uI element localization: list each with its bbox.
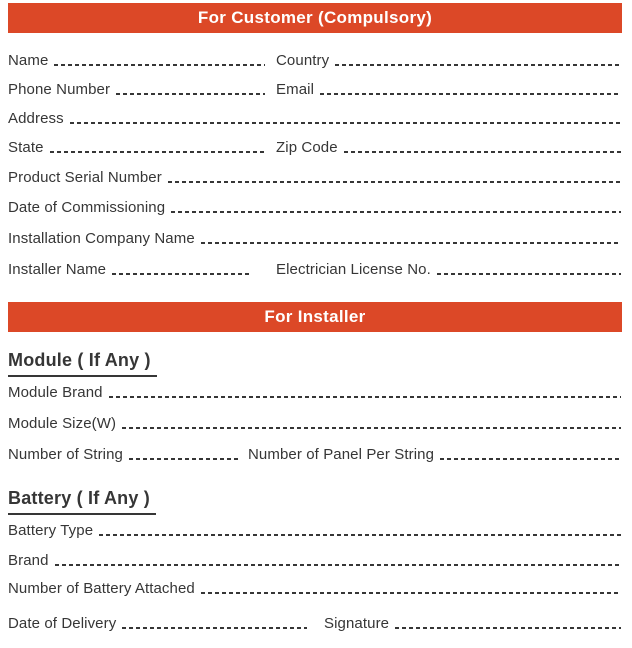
number-of-string-fill-line bbox=[129, 458, 239, 460]
customer-section-header bbox=[8, 3, 622, 33]
module-size-fill-line bbox=[122, 427, 621, 429]
module-subheading-text: Module ( If Any ) bbox=[8, 348, 157, 377]
state-label: State bbox=[8, 139, 44, 156]
module-brand-fill-line bbox=[109, 396, 621, 398]
row-delivery-signature bbox=[8, 598, 622, 633]
row-module-size bbox=[8, 402, 622, 433]
field-installer-name bbox=[8, 260, 266, 279]
customer-fields bbox=[8, 41, 622, 279]
battery-subheading-text: Battery ( If Any ) bbox=[8, 486, 156, 515]
installation-company-name-label: Installation Company Name bbox=[8, 230, 195, 247]
battery-subheading bbox=[8, 486, 622, 515]
field-country bbox=[276, 51, 622, 70]
row-phone-email bbox=[8, 70, 622, 99]
row-battery-count bbox=[8, 570, 622, 598]
field-panels-per-string bbox=[248, 445, 622, 464]
number-of-string-label: Number of String bbox=[8, 446, 123, 463]
field-zip-code bbox=[276, 138, 622, 157]
module-size-label: Module Size(W) bbox=[8, 415, 117, 432]
field-module-size bbox=[8, 414, 622, 433]
row-module-brand bbox=[8, 377, 622, 402]
panels-per-string-fill-line bbox=[440, 458, 621, 460]
installer-name-fill-line bbox=[112, 273, 252, 275]
row-name-country bbox=[8, 41, 622, 70]
row-address bbox=[8, 99, 622, 128]
field-battery-count bbox=[8, 579, 622, 598]
battery-count-fill-line bbox=[201, 592, 621, 594]
date-of-commissioning-label: Date of Commissioning bbox=[8, 199, 166, 216]
customer-section-title: For Customer (Compulsory) bbox=[197, 8, 433, 27]
zip-code-label: Zip Code bbox=[276, 139, 338, 156]
electrician-license-fill-line bbox=[437, 273, 621, 275]
field-address bbox=[8, 109, 622, 128]
battery-brand-label: Brand bbox=[8, 552, 49, 569]
row-installer-license bbox=[8, 248, 622, 279]
module-brand-label: Module Brand bbox=[8, 384, 103, 401]
field-state bbox=[8, 138, 266, 157]
panels-per-string-label: Number of Panel Per String bbox=[248, 446, 435, 463]
signature-label: Signature bbox=[324, 615, 390, 632]
installer-section-header bbox=[8, 302, 622, 332]
installation-company-name-fill-line bbox=[201, 242, 621, 244]
field-electrician-license bbox=[276, 260, 622, 279]
address-label: Address bbox=[8, 110, 64, 127]
state-fill-line bbox=[50, 151, 265, 153]
field-signature bbox=[324, 614, 622, 633]
field-number-of-string bbox=[8, 445, 240, 464]
date-of-delivery-label: Date of Delivery bbox=[8, 615, 117, 632]
address-fill-line bbox=[70, 122, 621, 124]
module-subheading bbox=[8, 348, 622, 377]
zip-code-fill-line bbox=[344, 151, 621, 153]
battery-type-fill-line bbox=[99, 534, 621, 536]
row-battery-type bbox=[8, 515, 622, 540]
field-battery-type bbox=[8, 521, 622, 540]
battery-brand-fill-line bbox=[55, 564, 621, 566]
signature-fill-line bbox=[395, 627, 621, 629]
battery-fields bbox=[8, 515, 622, 633]
date-of-delivery-fill-line bbox=[122, 627, 307, 629]
electrician-license-label: Electrician License No. bbox=[276, 261, 431, 278]
field-battery-brand bbox=[8, 551, 622, 570]
email-fill-line bbox=[320, 93, 621, 95]
row-state-zip bbox=[8, 128, 622, 157]
row-product-serial-number bbox=[8, 157, 622, 187]
country-label: Country bbox=[276, 52, 330, 69]
phone-fill-line bbox=[116, 93, 265, 95]
field-module-brand bbox=[8, 383, 622, 402]
date-of-commissioning-fill-line bbox=[171, 211, 621, 213]
battery-count-label: Number of Battery Attached bbox=[8, 580, 195, 597]
country-fill-line bbox=[335, 64, 621, 66]
field-date-of-commissioning bbox=[8, 198, 622, 217]
installer-name-label: Installer Name bbox=[8, 261, 107, 278]
row-battery-brand bbox=[8, 540, 622, 570]
module-fields bbox=[8, 377, 622, 464]
product-serial-number-label: Product Serial Number bbox=[8, 169, 162, 186]
field-installation-company-name bbox=[8, 229, 622, 248]
row-date-of-commissioning bbox=[8, 187, 622, 217]
field-phone bbox=[8, 80, 266, 99]
name-label: Name bbox=[8, 52, 49, 69]
product-serial-number-fill-line bbox=[168, 181, 621, 183]
field-product-serial-number bbox=[8, 168, 622, 187]
installer-section-title: For Installer bbox=[264, 307, 366, 326]
battery-type-label: Battery Type bbox=[8, 522, 94, 539]
phone-label: Phone Number bbox=[8, 81, 111, 98]
field-date-of-delivery bbox=[8, 614, 308, 633]
field-email bbox=[276, 80, 622, 99]
email-label: Email bbox=[276, 81, 315, 98]
row-installation-company-name bbox=[8, 217, 622, 248]
field-name bbox=[8, 51, 266, 70]
name-fill-line bbox=[54, 64, 265, 66]
row-strings-panels bbox=[8, 433, 622, 464]
